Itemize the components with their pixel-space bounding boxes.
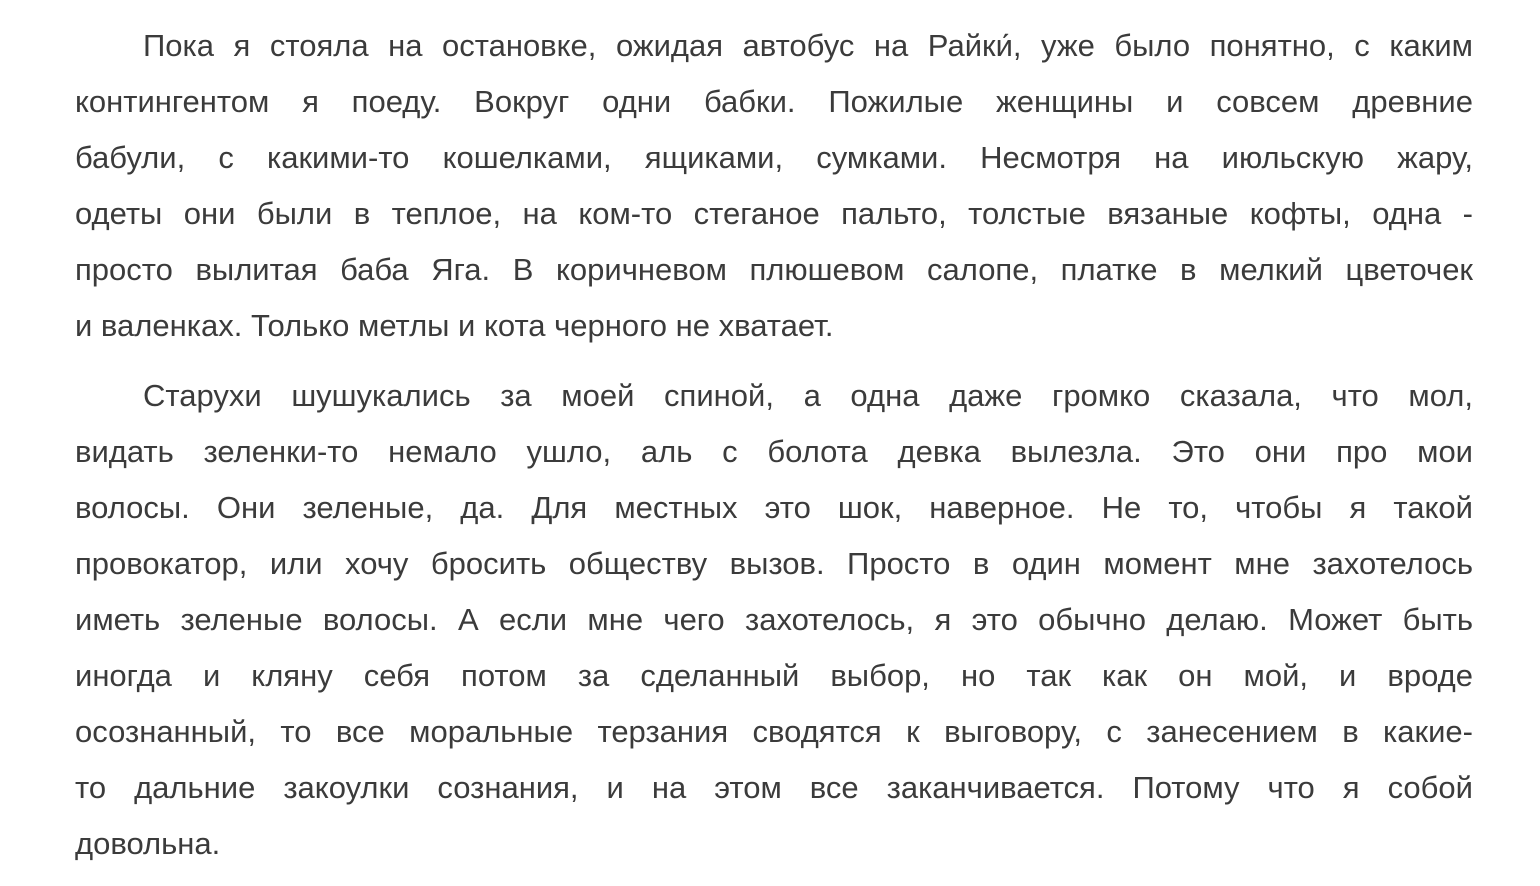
text-line: бабули, с какими-то кошелками, ящиками, сумками. Несмотря на июльскую жару, (75, 140, 1473, 175)
text-line: волосы. Они зеленые, да. Для местных это шок, наверное. Не то, чтобы я такой (75, 490, 1473, 525)
text-line: просто вылитая баба Яга. В коричневом плюшевом салопе, платке в мелкий цветочек (75, 252, 1473, 287)
text-line: иногда и кляну себя потом за сделанный выбор, но так как он мой, и вроде (75, 658, 1473, 693)
text-line: иметь зеленые волосы. А если мне чего захотелось, я это обычно делаю. Может быть (75, 602, 1473, 637)
document-page (75, 18, 1473, 886)
text-line: контингентом я поеду. Вокруг одни бабки. Пожилые женщины и совсем древние (75, 84, 1473, 119)
paragraph-1 (75, 18, 1473, 354)
text-line: провокатор, или хочу бросить обществу вызов. Просто в один момент мне захотелось (75, 546, 1473, 581)
text-line: довольна. (75, 826, 221, 861)
paragraph-2 (75, 368, 1473, 872)
text-line: видать зеленки-то немало ушло, аль с болота девка вылезла. Это они про мои (75, 434, 1473, 469)
text-line: осознанный, то все моральные терзания сводятся к выговору, с занесением в какие- (75, 714, 1473, 749)
text-line: Старухи шушукались за моей спиной, а одна даже громко сказала, что мол, (143, 378, 1473, 413)
text-line: и валенках. Только метлы и кота черного не хватает. (75, 308, 834, 343)
text-line: одеты они были в теплое, на ком-то стеганое пальто, толстые вязаные кофты, одна - (75, 196, 1473, 231)
text-line: Пока я стояла на остановке, ожидая автобус на Райки́, уже было понятно, с каким (143, 28, 1473, 63)
text-line: то дальние закоулки сознания, и на этом все заканчивается. Потому что я собой (75, 770, 1473, 805)
